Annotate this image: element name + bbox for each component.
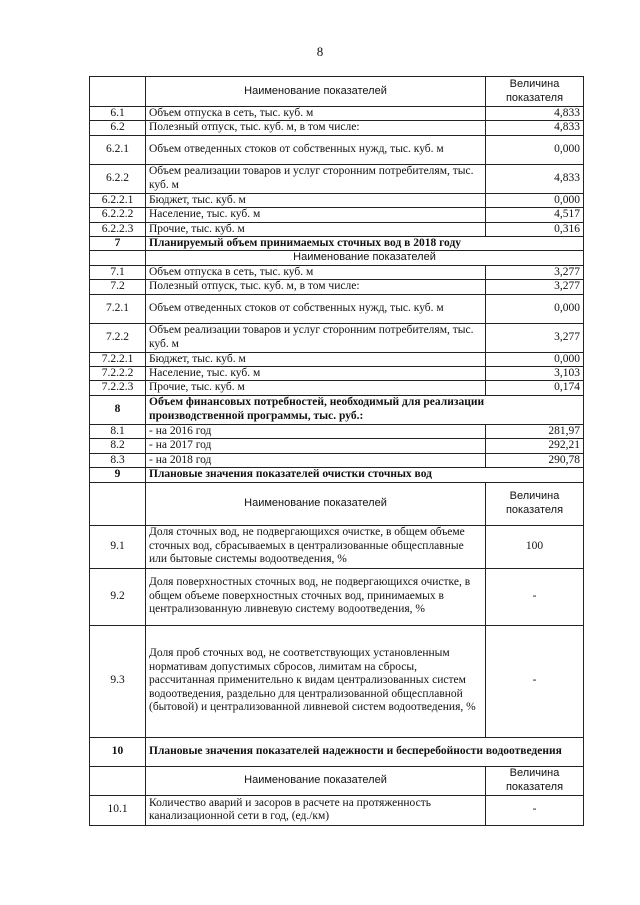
- header-value-cell: Величина показателя: [486, 77, 584, 107]
- table-row: [90, 381, 584, 395]
- table-row: [90, 222, 584, 236]
- row-name: Полезный отпуск, тыс. куб. м, в том числе:: [146, 280, 486, 294]
- header-row: [90, 77, 584, 107]
- table-row: [90, 323, 584, 352]
- row-number: 7.2.2: [90, 323, 146, 352]
- indicators-table: [89, 76, 584, 826]
- row-value: 3,277: [486, 280, 584, 294]
- header-value-cell: Величина показателя: [486, 766, 584, 795]
- header-value-cell: Величина показателя: [486, 482, 584, 525]
- row-name: - на 2018 год: [146, 453, 486, 467]
- row-name: Бюджет, тыс. куб. м: [146, 193, 486, 207]
- row-name: Объем отпуска в сеть, тыс. куб. м: [146, 107, 486, 121]
- row-name: - на 2017 год: [146, 439, 486, 453]
- row-number: 8.2: [90, 439, 146, 453]
- row-number: 9.1: [90, 525, 146, 568]
- row-number: 6.2.2.3: [90, 222, 146, 236]
- table-row: [90, 795, 584, 825]
- row-name: Количество аварий и засоров в расчете на протяженность канализационной сети в год, (ед./км): [146, 795, 486, 825]
- section-row: [90, 468, 584, 482]
- section-title: Планируемый объем принимаемых сточных вод в 2018 году: [146, 237, 584, 251]
- row-name: Бюджет, тыс. куб. м: [146, 352, 486, 366]
- row-value: 4,833: [486, 107, 584, 121]
- header-row: [90, 766, 584, 795]
- row-name: Полезный отпуск, тыс. куб. м, в том числе:: [146, 121, 486, 135]
- header-empty-cell: [90, 482, 146, 525]
- row-number: 6.2: [90, 121, 146, 135]
- header-row: [90, 482, 584, 525]
- row-value: 0,000: [486, 294, 584, 323]
- row-number: 9.3: [90, 625, 146, 737]
- table-row: [90, 525, 584, 568]
- row-number: 6.2.2.2: [90, 208, 146, 222]
- section-number: 8: [90, 395, 146, 424]
- section-number: 7: [90, 237, 146, 251]
- row-number: 6.2.2: [90, 164, 146, 193]
- row-value: -: [486, 568, 584, 625]
- table-row: [90, 439, 584, 453]
- row-value: -: [486, 795, 584, 825]
- section-title: Объем финансовых потребностей, необходимый для реализации производственной программы, тыс. руб.:: [146, 395, 584, 424]
- row-value: 281,97: [486, 424, 584, 438]
- row-name: Объем реализации товаров и услуг сторонним потребителям, тыс. куб. м: [146, 164, 486, 193]
- row-value: 0,000: [486, 193, 584, 207]
- section-title: Плановые значения показателей очистки сточных вод: [146, 468, 584, 482]
- row-name: Доля проб сточных вод, не соответствующих установленным нормативам допустимых сбросов, лимитам на сбросы, рассчитанная применительно к видам централизованных систем водоотведения, раздельно для централизованной общесплавной (бытовой) и централизованной ливневой систем водоотведения, %: [146, 625, 486, 737]
- header-name-cell: Наименование показателей: [146, 77, 486, 107]
- row-name: Доля поверхностных сточных вод, не подвергающихся очистке, в общем объеме поверхностных сточных вод, принимаемых в централизованную ливневую систему водоотведения, %: [146, 568, 486, 625]
- page-number: 8: [316, 44, 324, 59]
- row-name: Доля сточных вод, не подвергающихся очистке, в общем объеме сточных вод, сбрасываемых в централизованные общесплавные или бытовые системы водоотведения, %: [146, 525, 486, 568]
- subheader-name-cell: Наименование показателей: [146, 251, 584, 265]
- row-name: Объем отведенных стоков от собственных нужд, тыс. куб. м: [146, 135, 486, 164]
- table-row: [90, 294, 584, 323]
- table-row: [90, 280, 584, 294]
- table-row: [90, 107, 584, 121]
- header-name-cell: Наименование показателей: [146, 482, 486, 525]
- row-name: Объем отведенных стоков от собственных нужд, тыс. куб. м: [146, 294, 486, 323]
- table-row: [90, 265, 584, 279]
- table-row: [90, 424, 584, 438]
- row-number: 7.2.1: [90, 294, 146, 323]
- table-row: [90, 135, 584, 164]
- row-value: 0,316: [486, 222, 584, 236]
- header-empty-cell: [90, 766, 146, 795]
- table-row: [90, 625, 584, 737]
- table-row: [90, 352, 584, 366]
- section-number: 9: [90, 468, 146, 482]
- row-number: 6.1: [90, 107, 146, 121]
- row-value: 0,000: [486, 352, 584, 366]
- row-value: 0,174: [486, 381, 584, 395]
- section-row: [90, 737, 584, 766]
- table-row: [90, 367, 584, 381]
- header-empty-cell: [90, 77, 146, 107]
- section-title: Плановые значения показателей надежности и бесперебойности водоотведения: [146, 737, 584, 766]
- row-value: 3,277: [486, 323, 584, 352]
- section-row: [90, 395, 584, 424]
- row-name: - на 2016 год: [146, 424, 486, 438]
- row-name: Объем отпуска в сеть, тыс. куб. м: [146, 265, 486, 279]
- table-row: [90, 568, 584, 625]
- row-value: -: [486, 625, 584, 737]
- row-value: 4,833: [486, 164, 584, 193]
- row-number: 6.2.1: [90, 135, 146, 164]
- row-value: 3,277: [486, 265, 584, 279]
- row-name: Население, тыс. куб. м: [146, 367, 486, 381]
- table-row: [90, 121, 584, 135]
- table-row: [90, 453, 584, 467]
- row-number: 7.2.2.3: [90, 381, 146, 395]
- table-row: [90, 193, 584, 207]
- row-name: Прочие, тыс. куб. м: [146, 222, 486, 236]
- row-value: 290,78: [486, 453, 584, 467]
- row-value: 100: [486, 525, 584, 568]
- row-value: 0,000: [486, 135, 584, 164]
- header-name-cell: Наименование показателей: [146, 766, 486, 795]
- row-name: Объем реализации товаров и услуг сторонним потребителям, тыс. куб. м: [146, 323, 486, 352]
- row-number: 7.2.2.2: [90, 367, 146, 381]
- row-number: 6.2.2.1: [90, 193, 146, 207]
- table-row: [90, 208, 584, 222]
- row-value: 4,833: [486, 121, 584, 135]
- subheader-empty-cell: [90, 251, 146, 265]
- row-value: 3,103: [486, 367, 584, 381]
- subheader-row: [90, 251, 584, 265]
- row-value: 292,21: [486, 439, 584, 453]
- row-number: 9.2: [90, 568, 146, 625]
- row-number: 8.1: [90, 424, 146, 438]
- row-number: 7.2.2.1: [90, 352, 146, 366]
- row-value: 4,517: [486, 208, 584, 222]
- row-number: 7.1: [90, 265, 146, 279]
- row-name: Прочие, тыс. куб. м: [146, 381, 486, 395]
- row-name: Население, тыс. куб. м: [146, 208, 486, 222]
- section-row: [90, 237, 584, 251]
- section-number: 10: [90, 737, 146, 766]
- table-row: [90, 164, 584, 193]
- row-number: 8.3: [90, 453, 146, 467]
- row-number: 7.2: [90, 280, 146, 294]
- row-number: 10.1: [90, 795, 146, 825]
